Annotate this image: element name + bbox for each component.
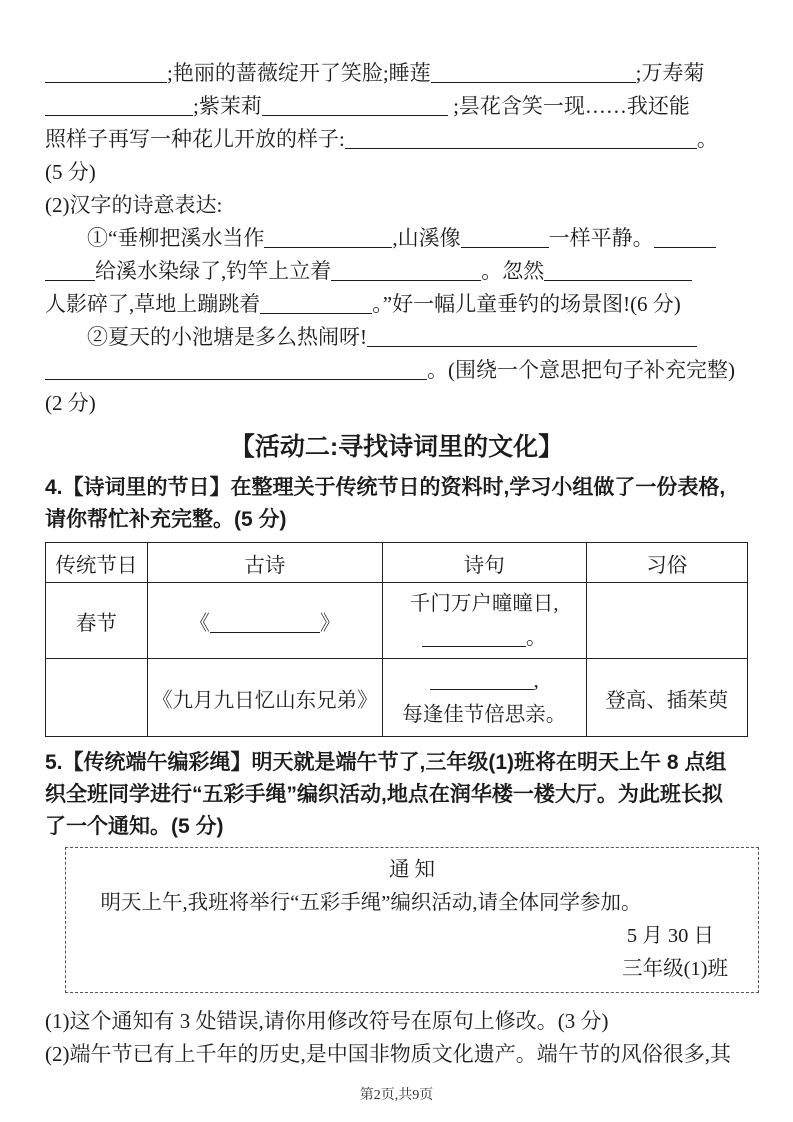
question5 <box>45 747 748 1071</box>
text-run: 。(围绕一个意思把句子补充完整) <box>427 358 735 382</box>
cell-festival <box>46 659 148 737</box>
answer-blank <box>45 78 167 83</box>
answer-blank <box>45 276 95 281</box>
cell-custom <box>586 583 747 659</box>
verse-line <box>385 587 584 621</box>
text-run: ;昙花含笑一现……我还能 <box>447 94 690 118</box>
text-run: 。 <box>525 626 547 649</box>
text-run: ①“垂柳把溪水当作 <box>87 226 265 250</box>
cell-festival: 春节 <box>46 583 148 659</box>
text-line <box>45 57 748 90</box>
answer-blank <box>430 685 534 690</box>
notice-date: 5 月 30 日 <box>626 925 714 947</box>
answer-blank <box>262 111 448 116</box>
activity2-heading: 【活动二:寻找诗词里的文化】 <box>229 433 564 461</box>
text-line <box>45 255 748 288</box>
page-number: 第2页,共9页 <box>359 1088 434 1103</box>
answer-blank <box>544 276 692 281</box>
text-line <box>45 288 748 321</box>
answer-blank <box>431 78 636 83</box>
answer-blank <box>422 642 526 647</box>
header-custom: 习俗 <box>586 543 747 583</box>
cell-poem <box>147 583 382 659</box>
text-run: ,山溪像 <box>392 226 461 250</box>
text-line <box>45 321 748 354</box>
text-run: ;紫茉莉 <box>193 94 262 118</box>
text-run: 给溪水染绿了,钓竿上立着 <box>95 259 332 283</box>
text-run: (5 分) <box>45 160 96 184</box>
text-run: ;艳丽的蔷薇绽开了笑脸;睡莲 <box>167 61 431 85</box>
cell-custom: 登高、插茱萸 <box>586 659 747 737</box>
text-run: 《九月九日忆山东兄弟》 <box>152 689 378 712</box>
question5-stem-line: 了一个通知。(5 分) <box>45 815 224 838</box>
cell-poem <box>147 659 382 737</box>
text-run: 一样平静。 <box>548 226 654 250</box>
question5-stem-line: 5.【传统端午编彩绳】明天就是端午节了,三年级(1)班将在明天上午 8 点组 <box>45 751 727 774</box>
answer-blank <box>45 375 427 380</box>
header-festival: 传统节日 <box>46 543 148 583</box>
table-header-row <box>46 543 748 583</box>
answer-blank <box>260 309 372 314</box>
notice-title: 通 知 <box>388 859 436 881</box>
text-run: 千门万户曈曈日, <box>409 592 559 615</box>
text-run: 每逢佳节倍思亲。 <box>402 703 567 726</box>
cell-verse <box>382 583 586 659</box>
question4-stem-line: 4.【诗词里的节日】在整理关于传统节日的资料时,学习小组做了一份表格, <box>45 476 726 499</box>
text-run: 照样子再写一种花儿开放的样子: <box>45 127 345 151</box>
answer-blank <box>345 144 697 149</box>
text-line <box>45 90 748 123</box>
verse-line <box>385 698 584 732</box>
score-label <box>45 387 748 420</box>
answer-blank <box>45 111 193 116</box>
table-row <box>46 583 748 659</box>
question4-stem-line: 请你帮忙补充完整。(5 分) <box>45 508 287 531</box>
text-line <box>45 222 748 255</box>
score-label <box>45 156 748 189</box>
text-run: , <box>533 669 539 692</box>
verse-line <box>385 664 584 698</box>
table-row <box>46 659 748 737</box>
festival-poem-table <box>45 542 748 737</box>
text-run: ;万寿菊 <box>635 61 705 85</box>
question5-item-2: (2)端午节已有上千年的历史,是中国非物质文化遗产。端午节的风俗很多,其 <box>45 1042 731 1066</box>
header-verse: 诗句 <box>382 543 586 583</box>
notice-box <box>65 847 759 993</box>
question5-stem-line: 织全班同学进行“五彩手绳”编织活动,地点在润华楼一楼大厅。为此班长拟 <box>45 783 723 806</box>
text-run: 。忽然 <box>481 259 545 283</box>
text-line <box>45 354 748 387</box>
text-run: 《 <box>189 612 210 635</box>
text-run: (2 分) <box>45 391 96 415</box>
question5-item-1: (1)这个通知有 3 处错误,请你用修改符号在原句上修改。(3 分) <box>45 1009 609 1033</box>
answer-blank <box>461 243 549 248</box>
text-run: 。”好一幅儿童垂钓的场景图!(6 分) <box>372 292 681 316</box>
subquestion-2-label <box>45 189 748 222</box>
answer-blank <box>654 243 716 248</box>
verse-line <box>385 621 584 655</box>
text-run: 》 <box>319 612 341 635</box>
text-run: 人影碎了,草地上蹦跳着 <box>45 292 261 316</box>
text-run: ②夏天的小池塘是多么热闹呀! <box>87 325 367 349</box>
notice-body: 明天上午,我班将举行“五彩手绳”编织活动,请全体同学参加。 <box>100 892 642 914</box>
header-poem: 古诗 <box>147 543 382 583</box>
answer-blank <box>367 342 697 347</box>
answer-blank <box>264 243 392 248</box>
cell-verse <box>382 659 586 737</box>
notice-signature: 三年级(1)班 <box>622 958 728 980</box>
text-line <box>45 123 748 156</box>
question4 <box>45 472 748 737</box>
question3-continuation <box>45 57 748 420</box>
answer-blank <box>331 276 481 281</box>
answer-blank <box>210 628 320 633</box>
text-run: (2)汉字的诗意表达: <box>45 193 223 217</box>
text-run: 。 <box>696 127 718 151</box>
